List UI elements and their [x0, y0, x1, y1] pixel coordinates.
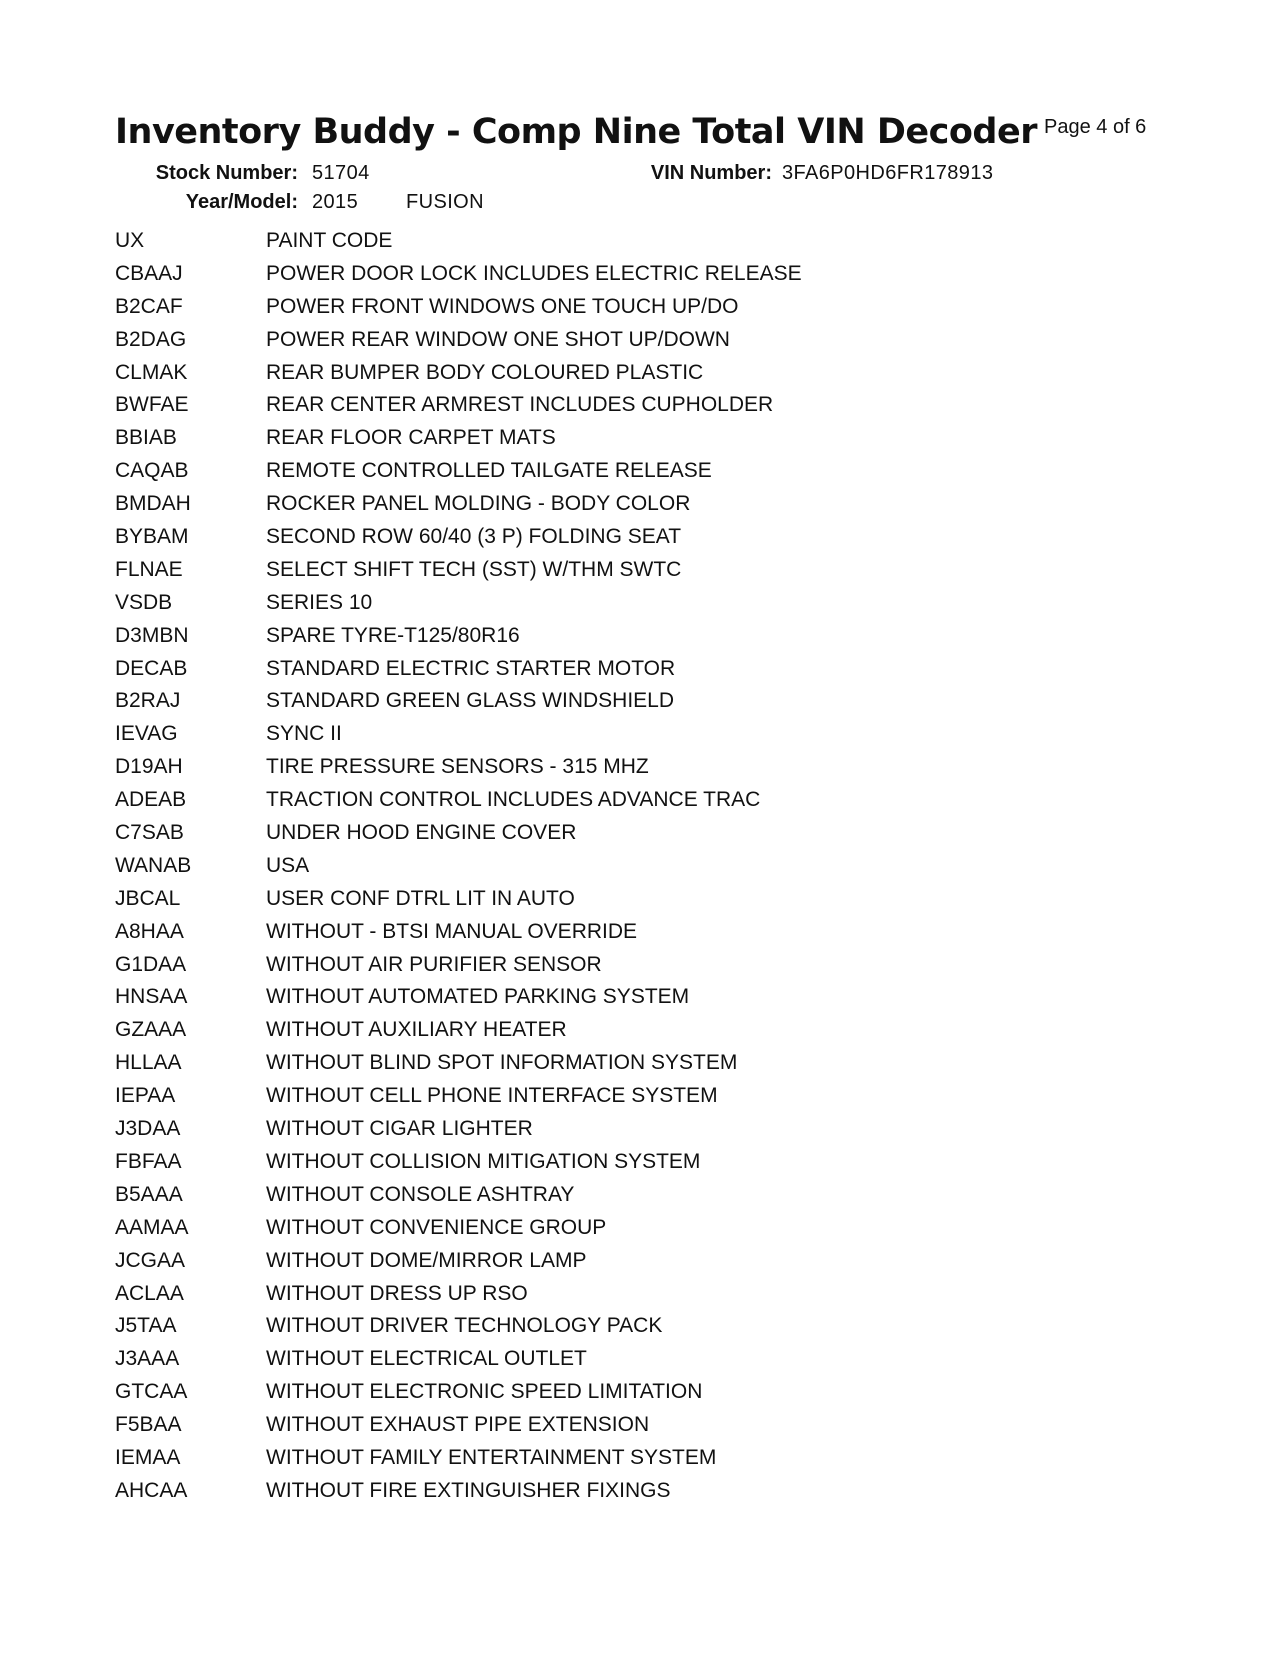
- model-value: FUSION: [406, 191, 484, 213]
- option-code: BBIAB: [115, 426, 177, 450]
- option-description: TRACTION CONTROL INCLUDES ADVANCE TRAC: [266, 788, 761, 812]
- option-code: B2DAG: [115, 327, 187, 351]
- option-code: UX: [115, 229, 145, 252]
- option-code: CAQAB: [115, 459, 189, 483]
- option-code: FLNAE: [115, 557, 183, 581]
- stock-number-value: 51704: [312, 162, 370, 184]
- option-description: SERIES 10: [266, 590, 373, 614]
- option-description: UNDER HOOD ENGINE COVER: [266, 821, 577, 845]
- option-description: SELECT SHIFT TECH (SST) W/THM SWTC: [266, 557, 682, 581]
- option-code: A8HAA: [115, 919, 184, 943]
- option-description: WITHOUT CONVENIENCE GROUP: [266, 1215, 607, 1239]
- option-description: ROCKER PANEL MOLDING - BODY COLOR: [266, 492, 691, 516]
- option-description: WITHOUT ELECTRONIC SPEED LIMITATION: [266, 1380, 703, 1404]
- option-code: HNSAA: [115, 985, 188, 1009]
- option-code: JBCAL: [115, 886, 181, 910]
- vin-number-value: 3FA6P0HD6FR178913: [782, 162, 994, 184]
- option-description: WITHOUT CELL PHONE INTERFACE SYSTEM: [266, 1084, 718, 1108]
- option-description: STANDARD ELECTRIC STARTER MOTOR: [266, 656, 676, 680]
- option-description: WITHOUT COLLISION MITIGATION SYSTEM: [266, 1149, 701, 1173]
- year-value: 2015: [312, 191, 359, 213]
- option-description: REAR CENTER ARMREST INCLUDES CUPHOLDER: [266, 393, 774, 417]
- option-description: WITHOUT FAMILY ENTERTAINMENT SYSTEM: [266, 1445, 717, 1469]
- option-description: SECOND ROW 60/40 (3 P) FOLDING SEAT: [266, 525, 682, 549]
- option-code: FBFAA: [115, 1149, 182, 1173]
- option-code: BWFAE: [115, 393, 189, 417]
- option-code: BYBAM: [115, 525, 189, 549]
- option-code: IEPAA: [115, 1084, 176, 1108]
- option-description: WITHOUT DRESS UP RSO: [266, 1281, 528, 1305]
- option-description: REAR FLOOR CARPET MATS: [266, 426, 556, 450]
- option-description: REMOTE CONTROLLED TAILGATE RELEASE: [266, 459, 712, 483]
- option-code: B2CAF: [115, 294, 183, 318]
- option-description: WITHOUT FIRE EXTINGUISHER FIXINGS: [266, 1478, 671, 1502]
- option-code: GTCAA: [115, 1380, 188, 1404]
- option-code: B2RAJ: [115, 689, 181, 713]
- option-description: USA: [266, 853, 310, 877]
- page-number: Page 4 of 6: [1044, 116, 1147, 138]
- option-code: JCGAA: [115, 1248, 186, 1272]
- option-description: WITHOUT DOME/MIRROR LAMP: [266, 1248, 587, 1272]
- option-code: IEMAA: [115, 1445, 181, 1469]
- option-description: PAINT CODE: [266, 229, 393, 252]
- option-description: WITHOUT EXHAUST PIPE EXTENSION: [266, 1413, 650, 1437]
- option-code: D3MBN: [115, 623, 189, 647]
- option-description: WITHOUT AIR PURIFIER SENSOR: [266, 952, 602, 976]
- option-code: BMDAH: [115, 492, 191, 516]
- vin-number-label: VIN Number:: [650, 162, 772, 184]
- option-description: POWER FRONT WINDOWS ONE TOUCH UP/DO: [266, 294, 739, 318]
- document-title: Inventory Buddy - Comp Nine Total VIN Decoder: [115, 112, 1037, 152]
- option-code: G1DAA: [115, 952, 187, 976]
- option-code: GZAAA: [115, 1018, 187, 1042]
- option-description: WITHOUT CONSOLE ASHTRAY: [266, 1182, 575, 1206]
- option-code: AHCAA: [115, 1478, 188, 1502]
- option-code: VSDB: [115, 590, 173, 614]
- option-code: AAMAA: [115, 1215, 189, 1239]
- option-description: WITHOUT DRIVER TECHNOLOGY PACK: [266, 1314, 663, 1338]
- option-code: IEVAG: [115, 722, 178, 746]
- option-description: SYNC II: [266, 722, 342, 746]
- option-description: SPARE TYRE-T125/80R16: [266, 623, 520, 647]
- year-model-label: Year/Model:: [185, 191, 298, 213]
- option-code: WANAB: [115, 853, 192, 877]
- option-code: ACLAA: [115, 1281, 184, 1305]
- option-code: CLMAK: [115, 360, 188, 384]
- option-code: F5BAA: [115, 1413, 182, 1437]
- option-description: WITHOUT ELECTRICAL OUTLET: [266, 1347, 587, 1371]
- option-description: WITHOUT AUTOMATED PARKING SYSTEM: [266, 985, 690, 1009]
- option-code: D19AH: [115, 755, 183, 779]
- option-description: USER CONF DTRL LIT IN AUTO: [266, 886, 575, 910]
- option-description: POWER REAR WINDOW ONE SHOT UP/DOWN: [266, 327, 730, 351]
- option-description: REAR BUMPER BODY COLOURED PLASTIC: [266, 360, 704, 384]
- option-code: B5AAA: [115, 1182, 183, 1206]
- option-code: C7SAB: [115, 821, 184, 845]
- option-description: WITHOUT AUXILIARY HEATER: [266, 1018, 567, 1042]
- option-code: J5TAA: [115, 1314, 177, 1338]
- option-description: POWER DOOR LOCK INCLUDES ELECTRIC RELEASE: [266, 261, 802, 285]
- option-description: TIRE PRESSURE SENSORS - 315 MHZ: [266, 755, 649, 779]
- option-code: J3AAA: [115, 1347, 180, 1371]
- option-description: WITHOUT CIGAR LIGHTER: [266, 1117, 533, 1141]
- stock-number-label: Stock Number:: [155, 162, 298, 184]
- option-description: WITHOUT BLIND SPOT INFORMATION SYSTEM: [266, 1051, 738, 1075]
- option-code: J3DAA: [115, 1117, 181, 1141]
- option-code: CBAAJ: [115, 261, 183, 285]
- option-code: ADEAB: [115, 788, 187, 812]
- option-description: WITHOUT - BTSI MANUAL OVERRIDE: [266, 919, 638, 943]
- option-code: HLLAA: [115, 1051, 182, 1075]
- option-code: DECAB: [115, 656, 188, 680]
- option-description: STANDARD GREEN GLASS WINDSHIELD: [266, 689, 675, 713]
